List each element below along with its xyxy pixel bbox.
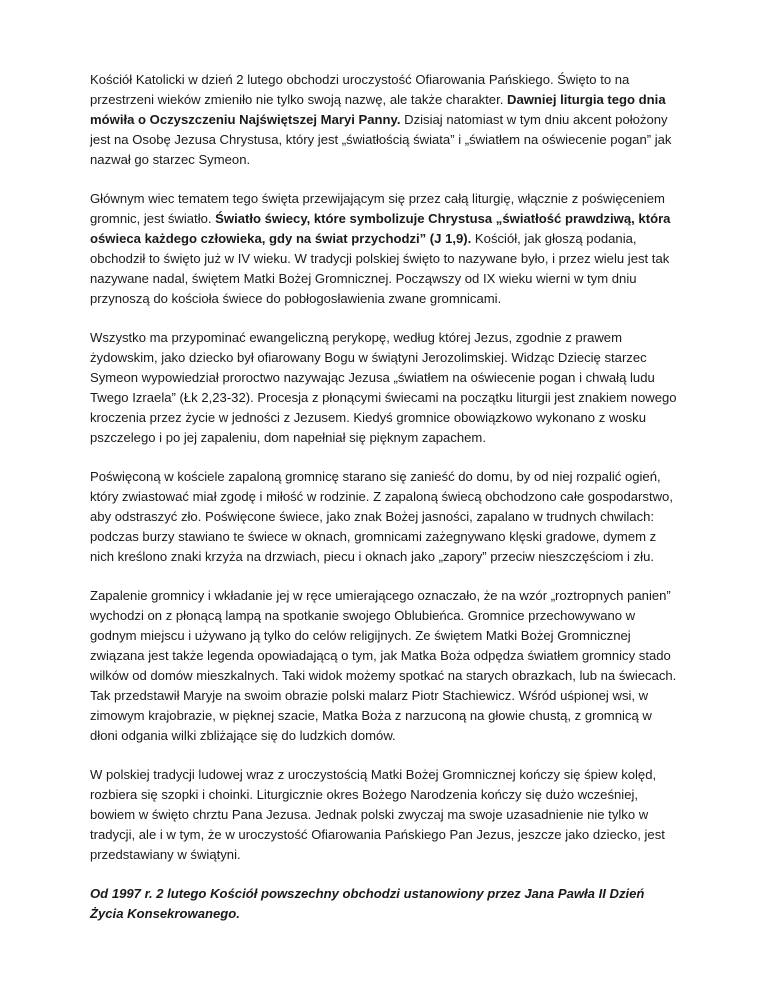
- paragraph-2: [90, 189, 680, 309]
- paragraph-4: [90, 467, 680, 567]
- paragraph-5: [90, 586, 680, 746]
- paragraph-5-text: Zapalenie gromnicy i wkładanie jej w ręce umierającego oznaczało, że na wzór „roztropnych panien” wychodzi on z płonącą lampą na spotkanie swojego Oblubieńca. Gromnice przechowywano w godnym miejscu i używano ją tylko do celów religijnych. Ze świętem Matki Bożej Gromnicznej związana jest także legenda opowiadającą o tym, jak Matka Boża odpędza światłem gromnicy stado wilków od domów mieszkalnych. Taki widok możemy spotkać na starych obrazkach, lub na świecach. Tak przedstawił Maryje na swoim obrazie polski malarz Piotr Stachiewicz. Wśród uśpionej wsi, w zimowym krajobrazie, w pięknej szacie, Matka Boża z narzuconą na głowie chustą, z gromnicą w dłoni odgania wilki zbliżające się do ludzkich domów.: [90, 588, 677, 743]
- paragraph-1-text-b: Dzisiaj natomiast w tym dniu akcent położony jest na Osobę Jezusa Chrystusa, który jest „światłością świata” i „światłem na oświecenie pogan” jak nazwał go starzec Symeon.: [90, 112, 672, 167]
- paragraph-1-bold: Dawniej liturgia tego dnia mówiła o Oczyszczeniu Najświętszej Maryi Panny.: [90, 92, 666, 127]
- paragraph-2-text-a: Głównym wiec tematem tego święta przewijającym się przez całą liturgię, włącznie z poświęceniem gromnic, jest światło.: [90, 191, 665, 226]
- paragraph-3: [90, 328, 680, 448]
- paragraph-4-text: Poświęconą w kościele zapaloną gromnicę starano się zanieść do domu, by od niej rozpalić ogień, który zwiastować miał zgodę i miłość w rodzinie. Z zapaloną świecą obchodzono całe gospodarstwo, aby odstraszyć zło. Poświęcone świece, jako znak Bożej jasności, zapalano w trudnych chwilach: podczas burzy stawiano te świece w oknach, gromnicami zażegnywano klęski gradowe, dymem z nich kreślono znaki krzyża na drzwiach, piecu i oknach jako „zapory” przeciw nieszczęściom i złu.: [90, 469, 673, 564]
- paragraph-3-text: Wszystko ma przypominać ewangeliczną perykopę, według której Jezus, zgodnie z prawem żydowskim, jako dziecko był ofiarowany Bogu w świątyni Jerozolimskiej. Widząc Dziecię starzec Symeon wypowiedział proroctwo nazywając Jezusa „światłem na oświecenie pogan i chwałą ludu Twego Izraela” (Łk 2,23-32). Procesja z płonącymi świecami na początku liturgii jest znakiem nowego kroczenia przez życie w jedności z Jezusem. Kiedyś gromnice obowiązkowo wykonano z wosku pszczelego i po jej zapaleniu, dom napełniał się pięknym zapachem.: [90, 330, 677, 445]
- closing-note: Od 1997 r. 2 lutego Kościół powszechny obchodzi ustanowiony przez Jana Pawła II Dzień Życia Konsekrowanego.: [90, 886, 645, 921]
- paragraph-6: [90, 765, 680, 865]
- paragraph-1-text-a: Kościół Katolicki w dzień 2 lutego obchodzi uroczystość Ofiarowania Pańskiego. Święto to na przestrzeni wieków zmieniło nie tylko swoją nazwę, ale także charakter.: [90, 72, 630, 107]
- paragraph-2-bold: Światło świecy, które symbolizuje Chrystusa „światłość prawdziwą, która oświeca każdego człowieka, gdy na świat przychodzi” (J 1,9).: [90, 211, 671, 246]
- paragraph-1: [90, 70, 680, 170]
- paragraph-2-text-b: Kościół, jak głoszą podania, obchodził to święto już w IV wieku. W tradycji polskiej święto to nazywane było, i przez wielu jest tak nazywane nadal, świętem Matki Bożej Gromnicznej. Począwszy od IX wieku wierni w tym dniu przynoszą do kościoła świece do pobłogosławienia zwane gromnicami.: [90, 231, 670, 306]
- paragraph-6-text: W polskiej tradycji ludowej wraz z uroczystością Matki Bożej Gromnicznej kończy się śpiew kolęd, rozbiera się szopki i choinki. Liturgicznie okres Bożego Narodzenia kończy się dużo wcześniej, bowiem w święto chrztu Pana Jezusa. Jednak polski zwyczaj ma swoje uzasadnienie nie tylko w tradycji, ale i w tym, że w uroczystość Ofiarowania Pańskiego Pan Jezus, jeszcze jako dziecko, jest przedstawiany w świątyni.: [90, 767, 665, 862]
